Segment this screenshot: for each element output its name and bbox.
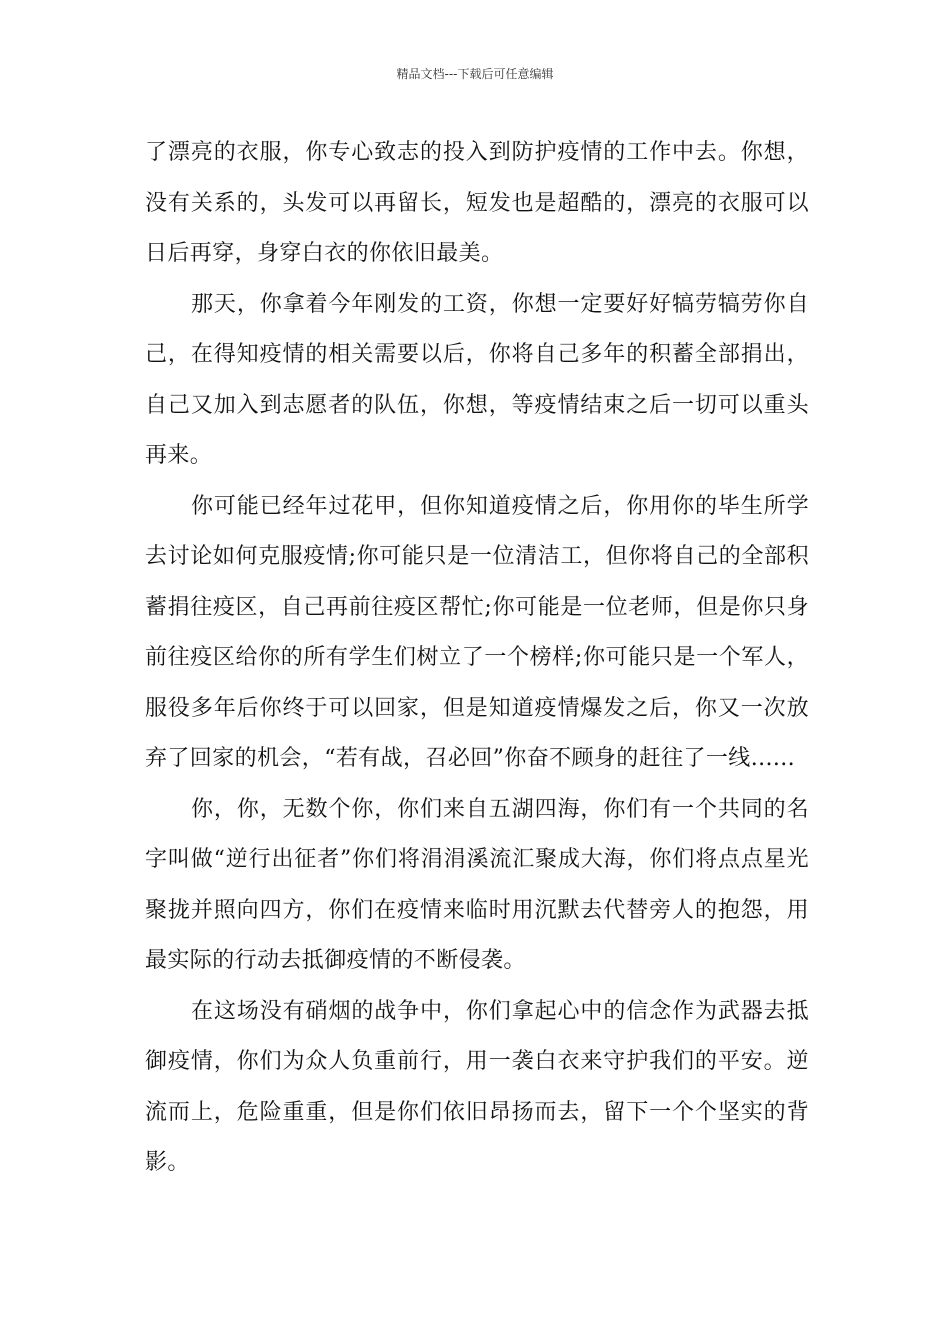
paragraph: 你可能已经年过花甲，但你知道疫情之后，你用你的毕生所学去讨论如何克服疫情;你可能只是一位清洁工，但你将自己的全部积蓄捐往疫区，自己再前往疫区帮忙;你可能是一位老师，但是你只身前往疫区给你的所有学生们树立了一个榜样;你可能只是一个军人，服役多年后你终于可以回家，但是知道疫情爆发之后，你又一次放弃了回家的机会，“若有战，召必回”你奋不顾身的赶往了一线...... bbox=[145, 493, 809, 771]
paragraph: 那天，你拿着今年刚发的工资，你想一定要好好犒劳犒劳你自己，在得知疫情的相关需要以后，你将自己多年的积蓄全部捐出，自己又加入到志愿者的队伍，你想，等疫情结束之后一切可以重头再来。 bbox=[145, 291, 809, 468]
page-header: 精品文档---下载后可任意编辑 bbox=[396, 67, 554, 81]
paragraph: 在这场没有硝烟的战争中，你们拿起心中的信念作为武器去抵御疫情，你们为众人负重前行，用一袭白衣来守护我们的平安。逆流而上，危险重重，但是你们依旧昂扬而去，留下一个个坚实的背影。 bbox=[145, 998, 809, 1175]
paragraph: 了漂亮的衣服，你专心致志的投入到防护疫情的工作中去。你想，没有关系的，头发可以再留长，短发也是超酷的，漂亮的衣服可以日后再穿，身穿白衣的你依旧最美。 bbox=[145, 140, 809, 266]
document-body bbox=[145, 128, 809, 1189]
paragraph: 你，你，无数个你，你们来自五湖四海，你们有一个共同的名字叫做“逆行出征者”你们将涓涓溪流汇聚成大海，你们将点点星光聚拢并照向四方，你们在疫情来临时用沉默去代替旁人的抱怨，用最实际的行动去抵御疫情的不断侵袭。 bbox=[145, 796, 809, 973]
